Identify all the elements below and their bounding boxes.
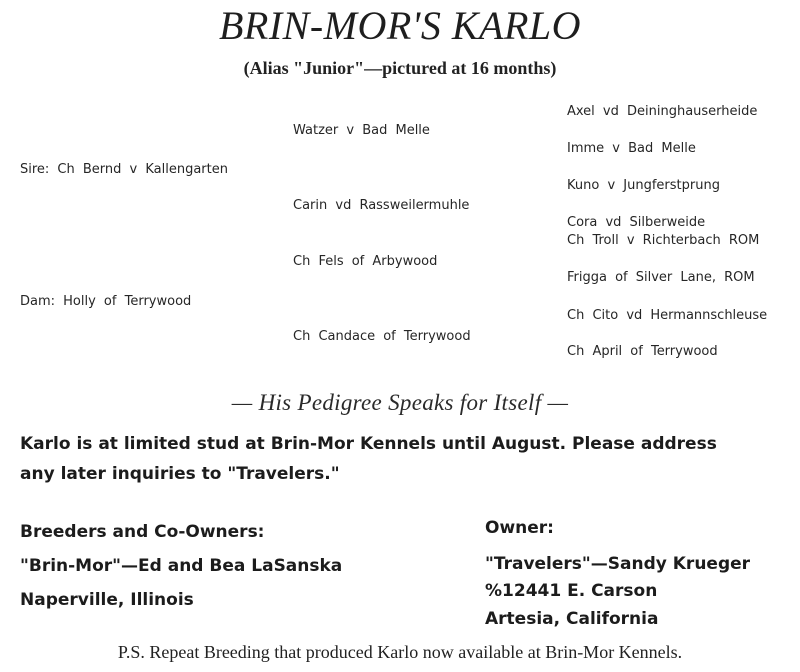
pedigree-great-grandparent: Ch Cito vd Hermannschleuse — [567, 308, 768, 323]
pedigree-great-grandparent: Axel vd Deininghauserheide — [567, 104, 758, 119]
pedigree-great-grandparent: Imme v Bad Melle — [567, 141, 696, 156]
owner-name: "Travelers"—Sandy Krueger — [485, 554, 751, 574]
owner-location: Artesia, California — [485, 609, 659, 629]
tagline: — His Pedigree Speaks for Itself — — [231, 390, 569, 415]
stud-notice-line: any later inquiries to "Travelers." — [20, 464, 340, 484]
pedigree-great-grandparent: Ch April of Terrywood — [567, 344, 718, 359]
page-title: BRIN-MOR'S KARLO — [218, 3, 582, 48]
pedigree-great-grandparent: Cora vd Silberweide — [567, 215, 706, 230]
breeders-location: Naperville, Illinois — [20, 590, 194, 610]
stud-notice-line: Karlo is at limited stud at Brin-Mor Kennels until August. Please address — [20, 434, 717, 454]
pedigree-grandparent: Ch Candace of Terrywood — [293, 329, 471, 344]
postscript: P.S. Repeat Breeding that produced Karlo now available at Brin-Mor Kennels. — [117, 642, 683, 662]
page-subtitle: (Alias "Junior"—pictured at 16 months) — [243, 58, 557, 78]
pedigree-grandparent: Carin vd Rassweilermuhle — [293, 198, 470, 213]
pedigree-grandparent: Ch Fels of Arbywood — [293, 254, 438, 269]
pedigree-dam: Dam: Holly of Terrywood — [20, 294, 192, 309]
owner-heading: Owner: — [485, 518, 554, 538]
breeders-names: "Brin-Mor"—Ed and Bea LaSanska — [20, 556, 343, 576]
owner-address: %12441 E. Carson — [485, 581, 658, 601]
pedigree-great-grandparent: Kuno v Jungferstprung — [567, 178, 720, 193]
pedigree-grandparent: Watzer v Bad Melle — [293, 123, 430, 138]
breeders-heading: Breeders and Co-Owners: — [20, 522, 265, 542]
pedigree-great-grandparent: Ch Troll v Richterbach ROM — [567, 233, 760, 248]
pedigree-great-grandparent: Frigga of Silver Lane, ROM — [567, 270, 755, 285]
pedigree-sire: Sire: Ch Bernd v Kallengarten — [20, 162, 228, 177]
